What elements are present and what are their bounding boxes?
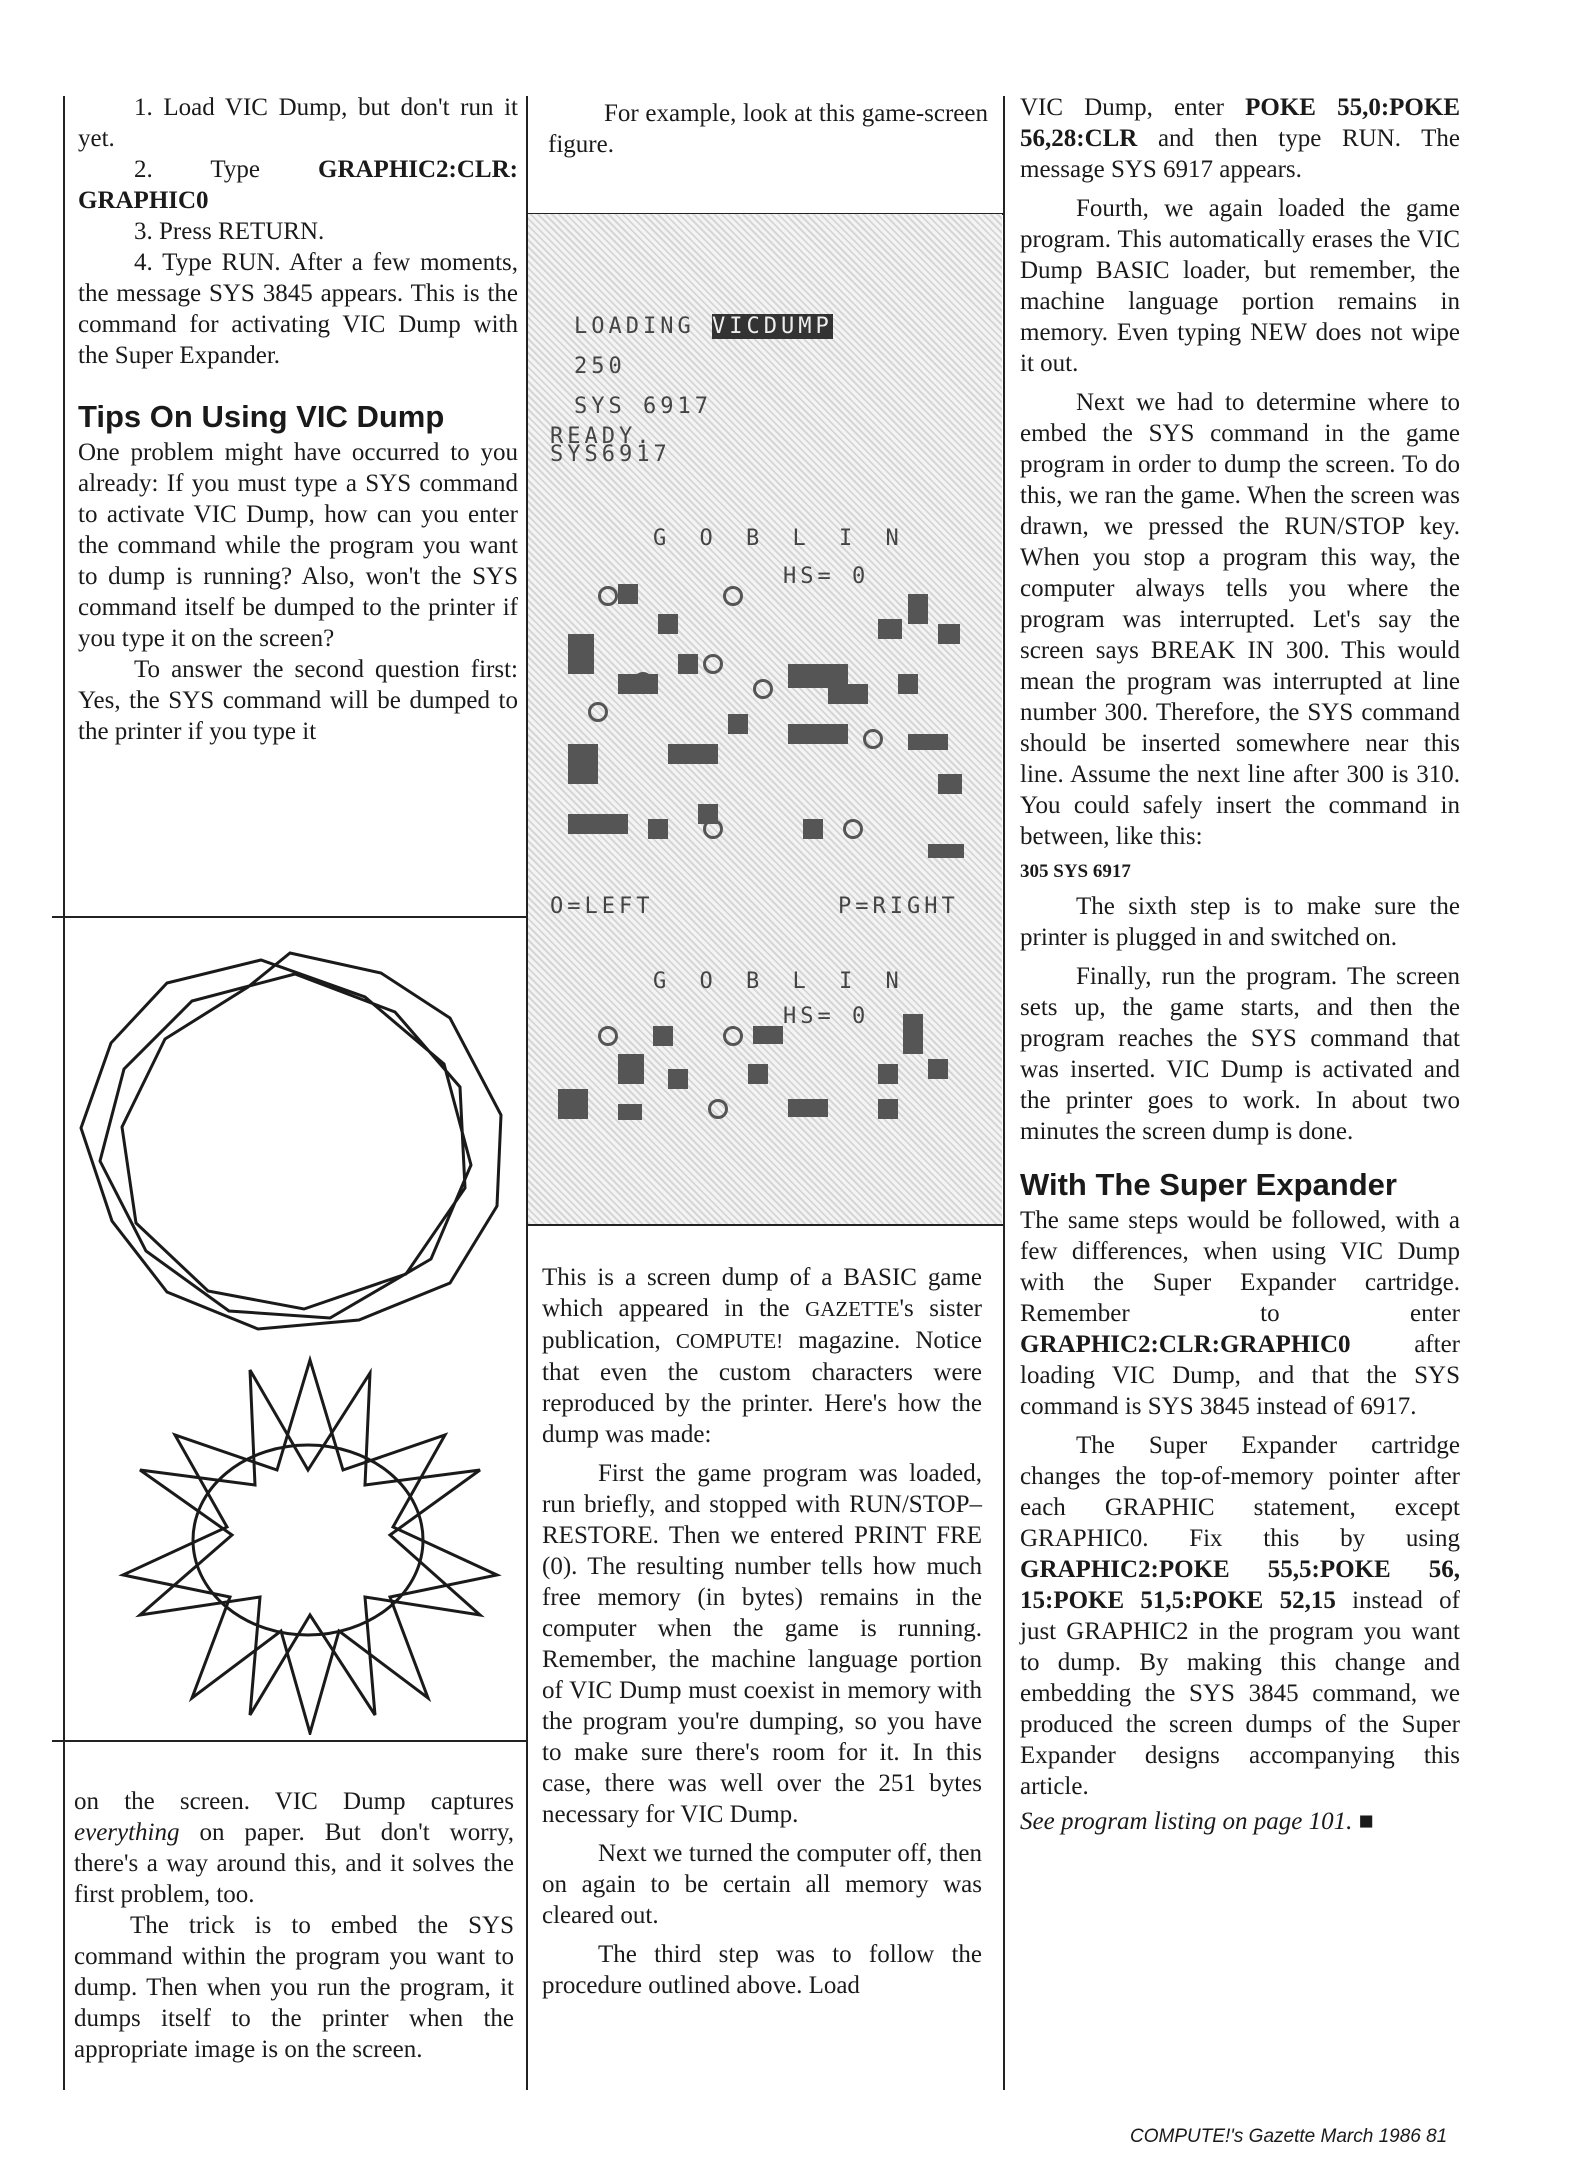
paragraph: For example, look at this game-screen figure.	[548, 100, 988, 158]
figure-rule-top	[52, 916, 526, 918]
spirograph-figures	[60, 925, 520, 1735]
star-figure-1	[81, 953, 501, 1329]
screen-line: 250	[574, 354, 626, 379]
column-rule-right	[1003, 96, 1005, 2090]
high-score: HS= 0	[783, 564, 870, 589]
paragraph: The same steps would be followed, with a few differences, when using VIC Dump with the Super Expander cartridge. Remember to enter GRAPHIC2:CLR:GRAPHIC0 after loading VIC Dump, and that the SYS command is SYS 3845 instead of 6917.	[1020, 1207, 1460, 1420]
paragraph: VIC Dump, enter POKE 55,0:POKE 56,28:CLR and then type RUN. The message SYS 6917 appears.	[1020, 94, 1460, 183]
figure-rule-bottom	[52, 1740, 526, 1742]
page-footer: COMPUTE!'s Gazette March 1986 81	[1130, 2126, 1448, 2147]
paragraph: This is a screen dump of a BASIC game which appeared in the GAZETTE's sister publication, COMPUTE! magazine. Notice that even the custom characters were reproduced by the printer. Here's how the dump was made:	[542, 1264, 982, 1448]
screen-line: SYS 6917	[574, 394, 712, 419]
paragraph: To answer the second question first: Yes, the SYS command will be dumped to the printer if you type it	[78, 656, 518, 745]
step-4: 4. Type RUN. After a few moments, the message SYS 3845 appears. This is the command for activating VIC Dump with the Super Expander.	[78, 249, 518, 369]
paragraph: The sixth step is to make sure the printer is plugged in and switched on.	[1020, 893, 1460, 951]
paragraph: Fourth, we again loaded the game program. This automatically erases the VIC Dump BASIC loader, but remember, the machine language portion remains in memory. Even typing NEW does not wipe it out.	[1020, 195, 1460, 377]
screen-line: SYS6917	[550, 442, 671, 467]
program-listing-note: See program listing on page 101. ■	[1020, 1808, 1374, 1835]
paragraph: The Super Expander cartridge changes the top-of-memory pointer after each GRAPHIC statement, except GRAPHIC0. Fix this by using GRAPHIC2:POKE 55,5:POKE 56, 15:POKE 51,5:POKE 52,15 instead of just GRAPHIC2 in the program you want to dump. By making this change and embedding the SYS 3845 command, we produced the screen dumps of the Super Expander designs accompanying this article.	[1020, 1432, 1460, 1800]
screen-rule-bottom	[526, 1224, 1003, 1226]
column-3	[1020, 92, 1460, 1837]
control-left: O=LEFT	[550, 894, 654, 919]
paragraph: Next we turned the computer off, then on again to be certain all memory was cleared out.	[542, 1840, 982, 1929]
paragraph: on the screen. VIC Dump captures everything on paper. But don't worry, there's a way around this, and it solves the first problem, too.	[74, 1788, 514, 1908]
game-title: G O B L I N	[653, 526, 909, 551]
paragraph: The third step was to follow the procedure outlined above. Load	[542, 1941, 982, 1999]
step-1: 1. Load VIC Dump, but don't run it yet.	[78, 94, 518, 152]
heading-super-expander: With The Super Expander	[1020, 1167, 1397, 1202]
heading-tips: Tips On Using VIC Dump	[78, 399, 445, 434]
paragraph: Next we had to determine where to embed the SYS command in the game program in order to dump the screen. To do this, we ran the game. When the screen was drawn, we pressed the RUN/STOP key. When you stop a program this way, the computer always tells you where the program was interrupted. Let's say the screen says BREAK IN 300. This would mean the program was interrupted at line number 300. Therefore, the SYS command should be inserted somewhere near this line. Assume the next line after 300 is 310. You could safely insert the command in between, like this:	[1020, 389, 1460, 850]
step-3: 3. Press RETURN.	[134, 218, 325, 245]
game-screen-dump	[528, 214, 1002, 1224]
column-2-top	[548, 98, 988, 160]
high-score-2: HS= 0	[783, 1004, 870, 1029]
control-right: P=RIGHT	[838, 894, 959, 919]
screen-loading: LOADING VICDUMP	[574, 314, 833, 339]
paragraph: One problem might have occurred to you already: If you must type a SYS command to activate VIC Dump, how can you enter the command while the program you want to dump is running? Also, won't the SYS command itself be dumped to the printer if you type it on the screen?	[78, 439, 518, 652]
column-2-bottom	[542, 1262, 982, 2001]
paragraph: Finally, run the program. The screen sets up, the game starts, and then the program reaches the SYS command that was inserted. VIC Dump is activated and the printer goes to work. In about two minutes the screen dump is done.	[1020, 963, 1460, 1145]
column-1-bottom	[74, 1786, 514, 2065]
paragraph: The trick is to embed the SYS command within the program you want to dump. Then when you run the program, it dumps itself to the printer when the appropriate image is on the screen.	[74, 1912, 514, 2063]
column-1	[78, 92, 518, 747]
code-line: 305 SYS 6917	[1020, 861, 1131, 882]
game-title-2: G O B L I N	[653, 969, 909, 994]
end-mark-icon: ■	[1358, 1808, 1374, 1835]
paragraph: First the game program was loaded, run briefly, and stopped with RUN/STOP–RESTORE. Then we entered PRINT FRE (0). The resulting number tells how much free memory (in bytes) remains in the computer when the game is running. Remember, the machine language portion of VIC Dump must coexist in memory with the program you're dumping, so you have to make sure there's room for it. In this case, there was well over the 251 bytes necessary for VIC Dump.	[542, 1460, 982, 1828]
star-figure-2	[123, 1360, 497, 1733]
step-2: 2. Type GRAPHIC2:CLR: GRAPHIC0	[78, 156, 518, 214]
screen-line: READY.	[550, 424, 654, 449]
